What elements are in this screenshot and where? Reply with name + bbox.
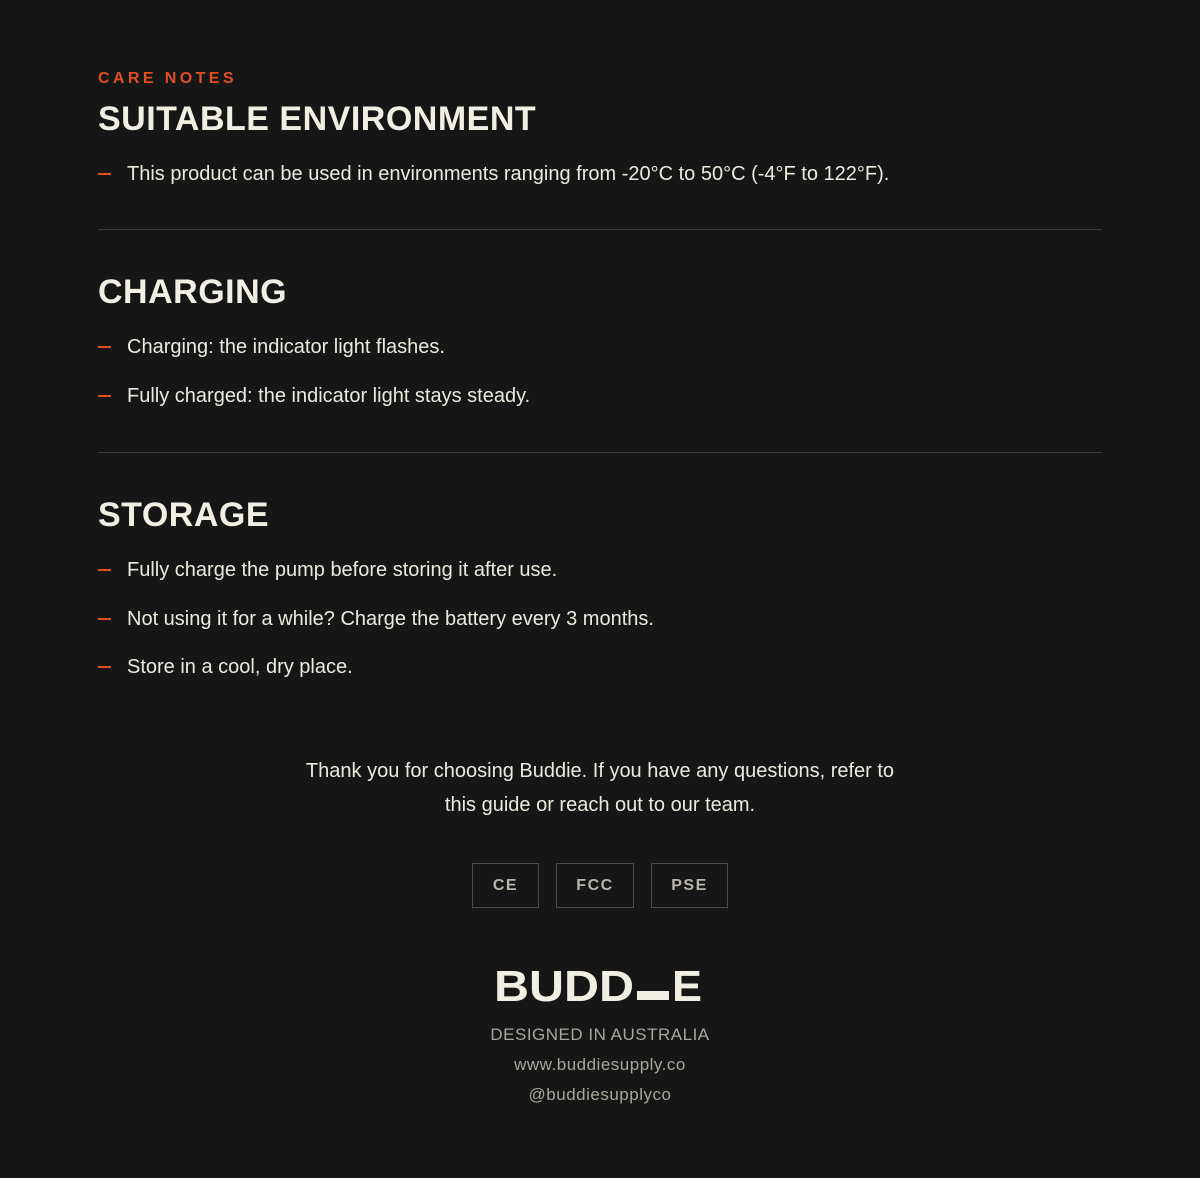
cert-badge-pse: PSE xyxy=(651,863,728,908)
list-item-text: This product can be used in environments ranging from -20°C to 50°C (-4°F to 122°F). xyxy=(127,163,890,185)
eyebrow-label: CARE NOTES xyxy=(98,70,237,87)
brand-logo xyxy=(0,961,1200,1005)
section-heading: SUITABLE ENVIRONMENT xyxy=(98,100,537,138)
list-item xyxy=(98,164,1102,184)
section-heading: CHARGING xyxy=(98,273,288,311)
divider xyxy=(98,452,1102,453)
dash-icon xyxy=(98,395,111,397)
dash-icon xyxy=(98,173,111,175)
bullet-list xyxy=(98,337,1102,406)
divider xyxy=(98,229,1102,230)
website-link[interactable]: www.buddiesupply.co xyxy=(514,1055,686,1074)
bullet-list xyxy=(98,560,1102,677)
list-item-text: Fully charge the pump before storing it after use. xyxy=(127,559,558,581)
buddie-logo-icon xyxy=(494,961,706,1005)
tagline: DESIGNED IN AUSTRALIA xyxy=(490,1025,710,1044)
social-handle[interactable]: @buddiesupplyco xyxy=(528,1085,672,1104)
svg-text:E: E xyxy=(672,962,702,1005)
list-item-text: Fully charged: the indicator light stays steady. xyxy=(127,385,531,407)
dash-icon xyxy=(98,346,111,348)
section-suitable-environment xyxy=(98,102,1102,184)
dash-icon xyxy=(98,618,111,620)
list-item xyxy=(98,560,1102,580)
section-charging xyxy=(98,275,1102,406)
section-heading: STORAGE xyxy=(98,496,270,534)
list-item-text: Charging: the indicator light flashes. xyxy=(127,336,445,358)
thank-you-line: Thank you for choosing Buddie. If you have any questions, refer to xyxy=(305,760,895,782)
list-item xyxy=(98,609,1102,629)
dash-icon xyxy=(98,569,111,571)
cert-badge-fcc: FCC xyxy=(556,863,634,908)
list-item xyxy=(98,337,1102,357)
dash-icon xyxy=(98,666,111,668)
section-storage xyxy=(98,498,1102,677)
cert-badge-ce: CE xyxy=(472,863,539,908)
svg-text:BUDD: BUDD xyxy=(494,962,634,1005)
bullet-list xyxy=(98,164,1102,184)
list-item xyxy=(98,386,1102,406)
thank-you-line: this guide or reach out to our team. xyxy=(444,794,756,816)
list-item-text: Not using it for a while? Charge the battery every 3 months. xyxy=(127,608,654,630)
list-item-text: Store in a cool, dry place. xyxy=(127,656,353,678)
certification-badges xyxy=(0,863,1200,908)
list-item xyxy=(98,657,1102,677)
thank-you-message xyxy=(300,754,900,822)
